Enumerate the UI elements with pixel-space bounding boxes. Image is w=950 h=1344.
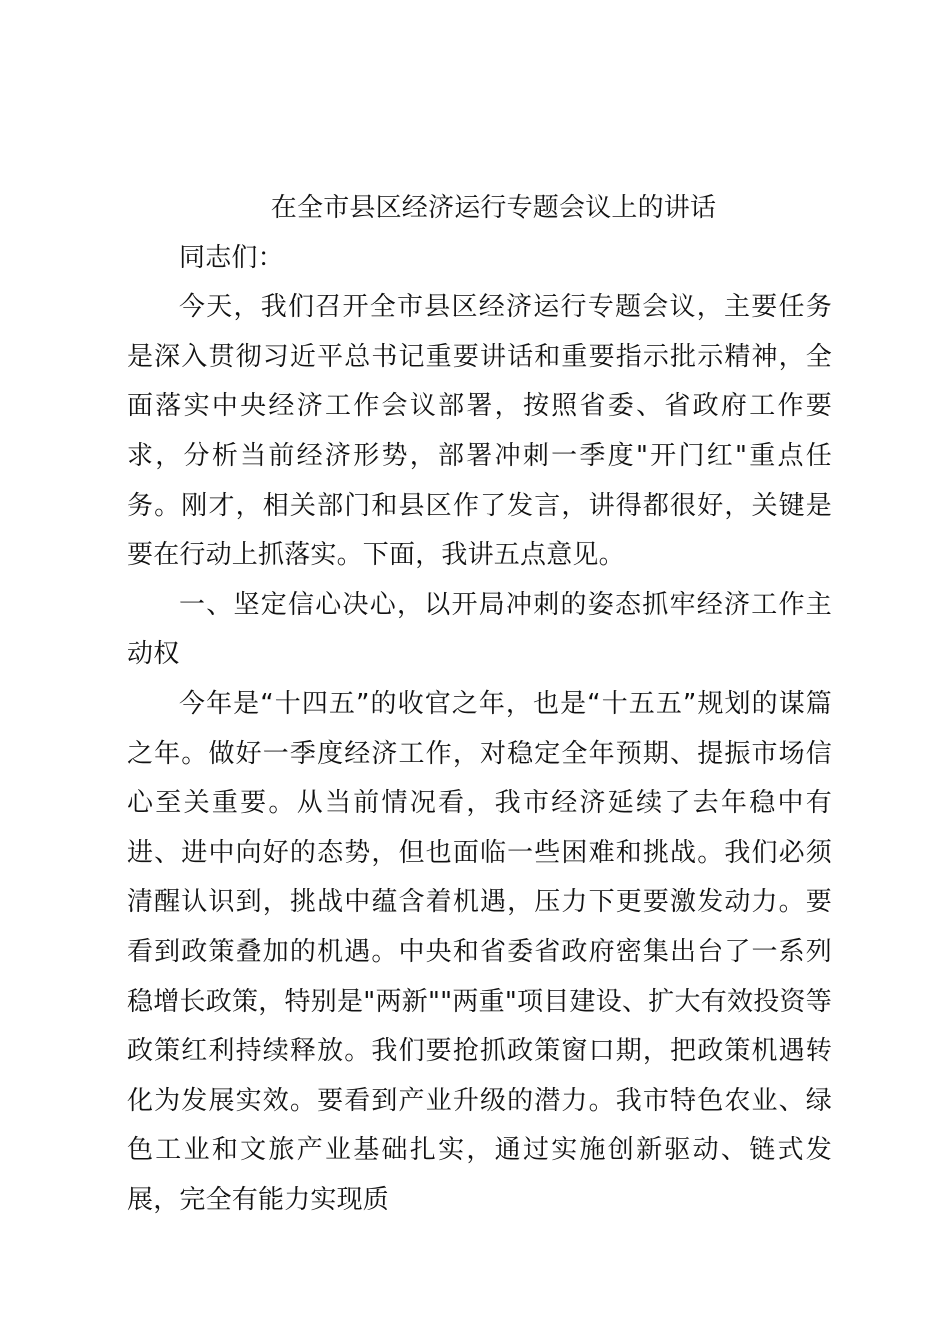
document-title: 在全市县区经济运行专题会议上的讲话 <box>270 193 717 223</box>
paragraph-section-one: 今年是“十四五”的收官之年，也是“十五五”规划的谋篇之年。做好一季度经济工作，对稳定全年预期、提振市场信心至关重要。从当前情况看，我市经济延续了去年稳中有进、进中向好的态势，但也面临一些困难和挑战。我们必须清醒认识到，挑战中蕴含着机遇，压力下更要激发动力。要看到政策叠加的机遇。中央和省委省政府密集出台了一系列稳增长政策，特别是"两新""两重"项目建设、扩大有效投资等政策红利持续释放。我们要抢抓政策窗口期，把政策机遇转化为发展实效。要看到产业升级的潜力。我市特色农业、绿色工业和文旅产业基础扎实，通过实施创新驱动、链式发展，完全有能力实现质 <box>127 688 832 1215</box>
section-heading-one: 一、坚定信心决心，以开局冲刺的姿态抓牢经济工作主动权 <box>127 589 832 670</box>
paragraph-intro: 今天，我们召开全市县区经济运行专题会议，主要任务是深入贯彻习近平总书记重要讲话和重要指示批示精神，全面落实中央经济工作会议部署，按照省委、省政府工作要求，分析当前经济形势，部署冲刺一季度"开门红"重点任务。刚才，相关部门和县区作了发言，讲得都很好，关键是要在行动上抓落实。下面，我讲五点意见。 <box>127 292 832 571</box>
document-body <box>127 184 832 1225</box>
salutation: 同志们： <box>179 242 284 273</box>
